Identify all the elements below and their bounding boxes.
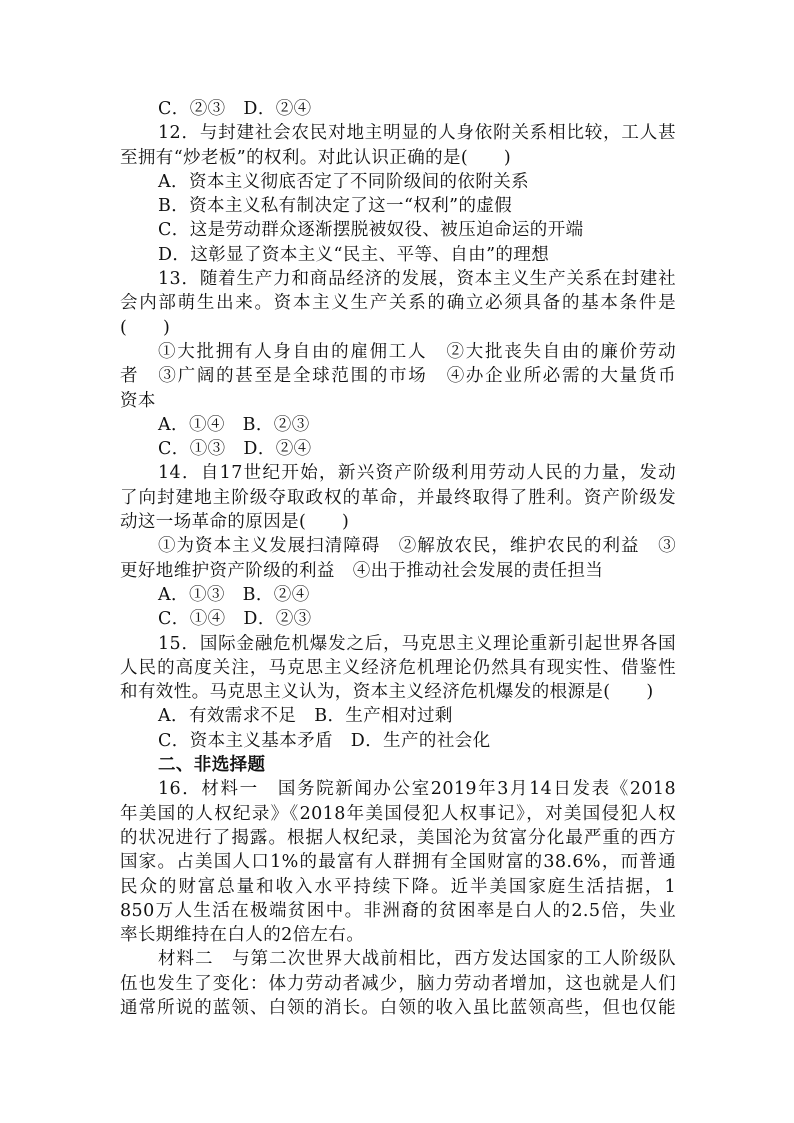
q13-answer-bracket: ( )	[120, 317, 171, 338]
q14-statements: ①为资本主义发展扫清障碍 ②解放农民，维护农民的利益 ③	[158, 536, 676, 557]
q12-stem: 12．与封建社会农民对地主明显的人身依附关系相比较，工人甚	[158, 123, 676, 144]
q15-options-cd: C．资本主义基本矛盾 D．生产的社会化	[158, 730, 491, 751]
q16-material2: 材料二 与第二次世界大战前相比，西方发达国家的工人阶级队	[158, 949, 676, 970]
q15-stem-end: 和有效性。马克思主义认为，资本主义经济危机爆发的根源是( )	[120, 682, 654, 703]
q14-stem-end: 动这一场革命的原因是( )	[120, 512, 350, 533]
q15-stem: 15．国际金融危机爆发之后，马克思主义理论重新引起世界各国	[158, 633, 676, 654]
q13-statements-cont: 者 ③广阔的甚至是全球范围的市场 ④办企业所必需的大量货币	[120, 366, 676, 387]
q16-material1: 16．材料一 国务院新闻办公室2019年3月14日发表《2018	[158, 779, 676, 800]
document-page	[120, 97, 676, 1020]
q16-material2-line2: 伍也发生了变化：体力劳动者减少，脑力劳动者增加，这也就是人们	[120, 973, 676, 994]
q13-options-ab: A．①④ B．②③	[158, 414, 310, 435]
q12-option-a: A．资本主义彻底否定了不同阶级间的依附关系	[158, 171, 530, 192]
q16-material1-line3: 的状况进行了揭露。根据人权纪录，美国沦为贫富分化最严重的西方	[120, 827, 676, 848]
q13-stem: 13．随着生产力和商品经济的发展，资本主义生产关系在封建社	[158, 269, 676, 290]
q13-options-cd: C．①③ D．②④	[158, 439, 312, 460]
q14-statements-cont: 更好地维护资产阶级的利益 ④出于推动社会发展的责任担当	[120, 560, 604, 581]
q15-options-ab: A．有效需求不足 B．生产相对过剩	[158, 706, 453, 727]
q13-statements-end: 资本	[120, 390, 156, 411]
q14-options-ab: A．①③ B．②④	[158, 584, 310, 605]
q16-material2-line3: 通常所说的蓝领、白领的消长。白领的收入虽比蓝领高些，但也仅能	[120, 997, 676, 1018]
q16-material1-line7: 率长期维持在白人的2倍左右。	[120, 925, 365, 946]
q13-stem-cont: 会内部萌生出来。资本主义生产关系的确立必须具备的基本条件是	[120, 293, 676, 314]
q14-stem: 14．自17世纪开始，新兴资产阶级利用劳动人民的力量，发动	[158, 463, 676, 484]
section-heading: 二、非选择题	[158, 755, 266, 776]
q16-material1-line5: 民众的财富总量和收入水平持续下降。近半美国家庭生活拮据，1	[120, 876, 676, 897]
q12-option-c: C．这是劳动群众逐渐摆脱被奴役、被压迫命运的开端	[158, 220, 584, 241]
q15-stem-cont: 人民的高度关注，马克思主义经济危机理论仍然具有现实性、借鉴性	[120, 657, 676, 678]
q16-material1-line2: 年美国的人权纪录》《2018年美国侵犯人权事记》，对美国侵犯人权	[120, 803, 676, 824]
q11-options-cd: C．②③ D．②④	[158, 99, 312, 119]
q12-option-b: B．资本主义私有制决定了这一“权利”的虚假	[158, 196, 513, 217]
q16-material1-line4: 国家。占美国人口1%的最富有人群拥有全国财富的38.6%，而普通	[120, 852, 676, 873]
q13-statements: ①大批拥有人身自由的雇佣工人 ②大批丧失自由的廉价劳动	[158, 341, 676, 362]
q12-stem-cont: 至拥有“炒老板”的权利。对此认识正确的是( )	[120, 147, 512, 168]
q14-options-cd: C．①④ D．②③	[158, 609, 312, 630]
q16-material1-line6: 850万人生活在极端贫困中。非洲裔的贫困率是白人的2.5倍，失业	[120, 900, 676, 921]
q12-option-d: D．这彰显了资本主义“民主、平等、自由”的理想	[158, 244, 550, 265]
q14-stem-cont: 了向封建地主阶级夺取政权的革命，并最终取得了胜利。资产阶级发	[120, 487, 676, 508]
